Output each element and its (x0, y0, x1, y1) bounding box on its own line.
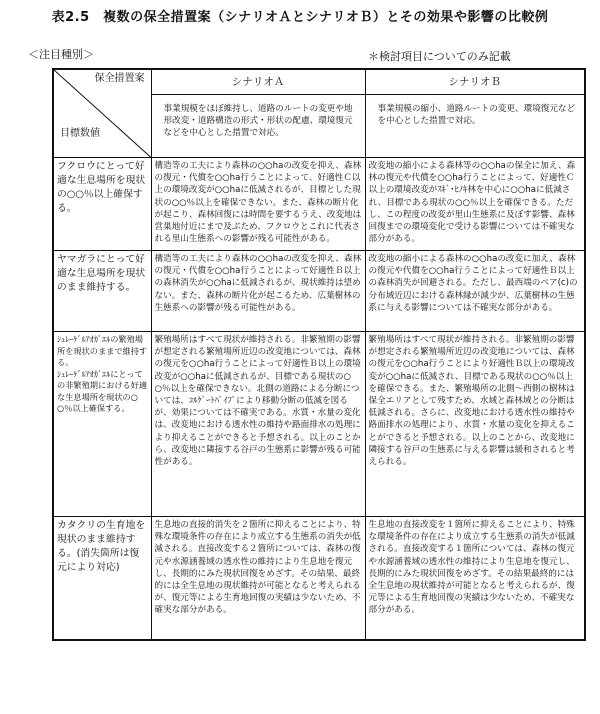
note-items-only: ＊検討項目についてのみ記載 (368, 50, 511, 63)
scenario-b-cell: 改変地の縮小による森林の○○haの改変に加え、森林の復元や代償を○○ha行うことによって好適性Ｂ以上の森林消失が回避される。ただし、最西端のペア(c)の分布域近辺における森林縁が減少が、広葉樹林の生態系に与える影響については不確実な部分がある。 (365, 251, 585, 332)
table-row (53, 251, 585, 332)
scenario-b-cell: 生息地の直接改変を１箇所に抑えることにより、特殊な環境条件の存在により成立する生態系の消失が低減される。直接改変する１箇所については、森林の復元や水源涵養域の透水性の維持により生息地を復元し、長期的にみた現状回復をめざす。その結果最終的には全生息地の現状維持が可能となると考えられるが、復元等による生育地回復の実績は少ないため、不確実な部分がある。 (365, 517, 585, 641)
scenario-a-cell: 構造等の工夫により森林の○○haの改変を抑え、森林の復元・代償を○○ha行うことによって好適性Ｂ以上の森林消失が○○haに低減されるが、現状維持は望めない。また、森林の断片化が起こるため、広葉樹林の生態系への影響が残る可能性がある。 (151, 251, 365, 332)
target-cell: カタクリの生育地を現状のまま維持する。(消失箇所は復元により対応) (53, 517, 151, 641)
scenario-b-header: シナリオＢ (365, 69, 585, 95)
table-row (53, 332, 585, 517)
scenario-a-description: 事業規模をほぼ維持し、道路のルートの変更や地形改変・道路構造の形式・形状の配慮、環境復元などを中心とした措置で対応。 (151, 95, 365, 158)
header-measures-label: 保全措置案 (94, 73, 145, 84)
table-title: 表2.5 複数の保全措置案（シナリオＡとシナリオＢ）とその効果や影響の比較例 (51, 10, 549, 25)
table-row (53, 517, 585, 641)
scenario-a-cell: 繁殖場所はすべて現状が維持される。非繁殖期の影響が想定される繁殖場所近辺の改変地については、森林の復元を○○ha行うことによって好適性Ｂ以上の環境改変が○○haに低減されるが、目標である現状の○○％以上を確保できない。北側の道路による分断については、ｺﾙｹﾞｰﾄﾊﾟｲﾌﾟにより移動分断の低減を図るが、効果については不確実である。水質・水量の変化は、改変地における透水性の維持や路面排水の処理により抑えることができると予想される。以上のことから、改変地に隣接する谷戸の生態系に影響が残る可能性がある。 (151, 332, 365, 517)
scenario-b-cell: 改変地の縮小による森林等の○○haの保全に加え、森林の復元や代償を○○ha行うことによって、好適性Ｃ以上の環境改変がｽｷﾞ･ﾋﾉｷ林を中心に○○haに低減され、目標である現状の○○％以上を確保できる。ただし、この程度の改変が里山生態系に及ぼす影響、森林回復までの環境変化で受ける影響については不確実な部分がある。 (365, 158, 585, 251)
comparison-table (52, 68, 586, 641)
target-cell: ｼｭﾚｰｹﾞﾙｱｵｶﾞｴﾙの繁殖場所を現状のままで維持する。 ｼｭﾚｰｹﾞﾙｱｵｶﾞｴﾙにとっての非繁殖期における好適な生息場所を現状の○○％以上確保する。 (53, 332, 151, 517)
note-target-category: ＜注目種別＞ (28, 48, 94, 61)
scenario-a-header: シナリオＡ (151, 69, 365, 95)
target-cell: ヤマガラにとって好適な生息場所を現状のまま維持する。 (53, 251, 151, 332)
target-cell: フクロウにとって好適な生息場所を現状の○○％以上確保する。 (53, 158, 151, 251)
scenario-a-cell: 構造等の工夫により森林の○○haの改変を抑え、森林の復元・代償を○○ha行うことによって、好適性Ｃ以上の環境改変が○○haに低減されるが、目標とした現状の○○％以上を確保できない。また、森林の断片化が起こり、森林回復には時間を要するうえ、改変地は営巣地付近にまで及ぶため、フクロウとこれに代表される里山生態系への影響が残る可能性がある。 (151, 158, 365, 251)
header-target-label: 目標数値 (60, 128, 100, 139)
scenario-a-cell: 生息地の直接的消失を２箇所に抑えることにより、特殊な環境条件の存在により成立する生態系の消失が低減される。直接改変する２箇所については、森林の復元や水源涵養域の透水性の維持により生息地を復元し、長期的にみた現状回復をめざす。その結果、最終的には全生息地の現状維持が可能となると考えられるが、復元等による生育地回復の実績は少ないため、不確実な部分がある。 (151, 517, 365, 641)
header-corner-cell (53, 69, 151, 158)
scenario-b-cell: 繁殖場所はすべて現状が維持される。非繁殖期の影響が想定される繁殖場所近辺の改変地については、森林の復元を○○ha行うことにより好適性Ｂ以上の環境改変が○○haに低減され、目標である現状の○○％以上を確保できる。また、繁殖場所の北側～西側の樹林は保全エリアとして残すため、水域と森林域との分断は低減される。さらに、改変地における透水性の維持や路面排水の処理により、水質・水量の変化を抑えることができると予想される。以上のことから、改変地に隣接する谷戸の生態系に与える影響は緩和されると考えられる。 (365, 332, 585, 517)
scenario-b-description: 事業規模の縮小、道路ルートの変更、環境復元などを中心とした措置で対応。 (365, 95, 585, 158)
table-row (53, 158, 585, 251)
